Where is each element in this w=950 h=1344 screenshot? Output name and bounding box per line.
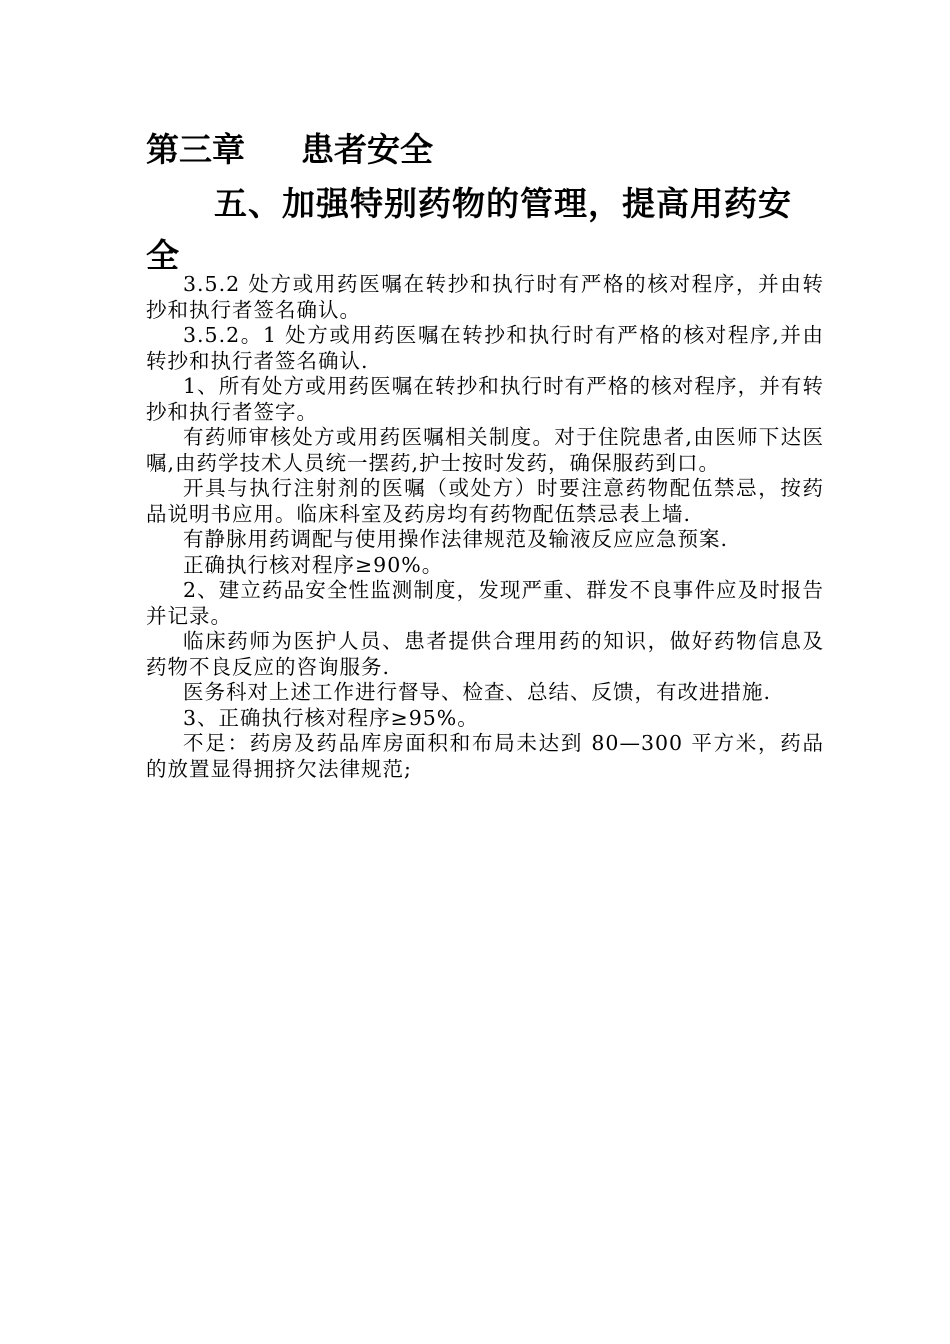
paragraph: 不足：药房及药品库房面积和布局未达到 80—300 平方米，药品的放置显得拥挤欠法律规范; — [146, 731, 824, 781]
paragraph: 有药师审核处方或用药医嘱相关制度。对于住院患者,由医师下达医嘱,由药学技术人员统一摆药,护士按时发药，确保服药到口。 — [146, 425, 824, 475]
document-body — [146, 272, 824, 782]
paragraph: 1、所有处方或用药医嘱在转抄和执行时有严格的核对程序，并有转抄和执行者签字。 — [146, 374, 824, 424]
paragraph: 3、正确执行核对程序≥95%。 — [183, 705, 479, 730]
paragraph: 2、建立药品安全性监测制度，发现严重、群发不良事件应及时报告并记录。 — [146, 578, 824, 628]
paragraph: 正确执行核对程序≥90%。 — [183, 552, 444, 577]
chapter-heading — [146, 128, 433, 172]
paragraph: 有静脉用药调配与使用操作法律规范及输液反应应急预案. — [183, 527, 729, 551]
chapter-title: 患者安全 — [301, 130, 433, 169]
paragraph: 3.5.2 处方或用药医嘱在转抄和执行时有严格的核对程序，并由转抄和执行者签名确认。 — [146, 272, 824, 322]
paragraph: 3.5.2。1 处方或用药医嘱在转抄和执行时有严格的核对程序,并由转抄和执行者签名确认. — [146, 323, 824, 373]
paragraph: 开具与执行注射剂的医嘱（或处方）时要注意药物配伍禁忌，按药品说明书应用。临床科室及药房均有药物配伍禁忌表上墙. — [146, 476, 824, 526]
section-title: 五、加强特别药物的管理，提高用药安全 — [146, 184, 792, 275]
chapter-number: 第三章 — [146, 130, 245, 169]
paragraph: 临床药师为医护人员、患者提供合理用药的知识，做好药物信息及药物不良反应的咨询服务. — [146, 629, 824, 679]
paragraph: 医务科对上述工作进行督导、检查、总结、反馈，有改进措施. — [183, 680, 772, 704]
